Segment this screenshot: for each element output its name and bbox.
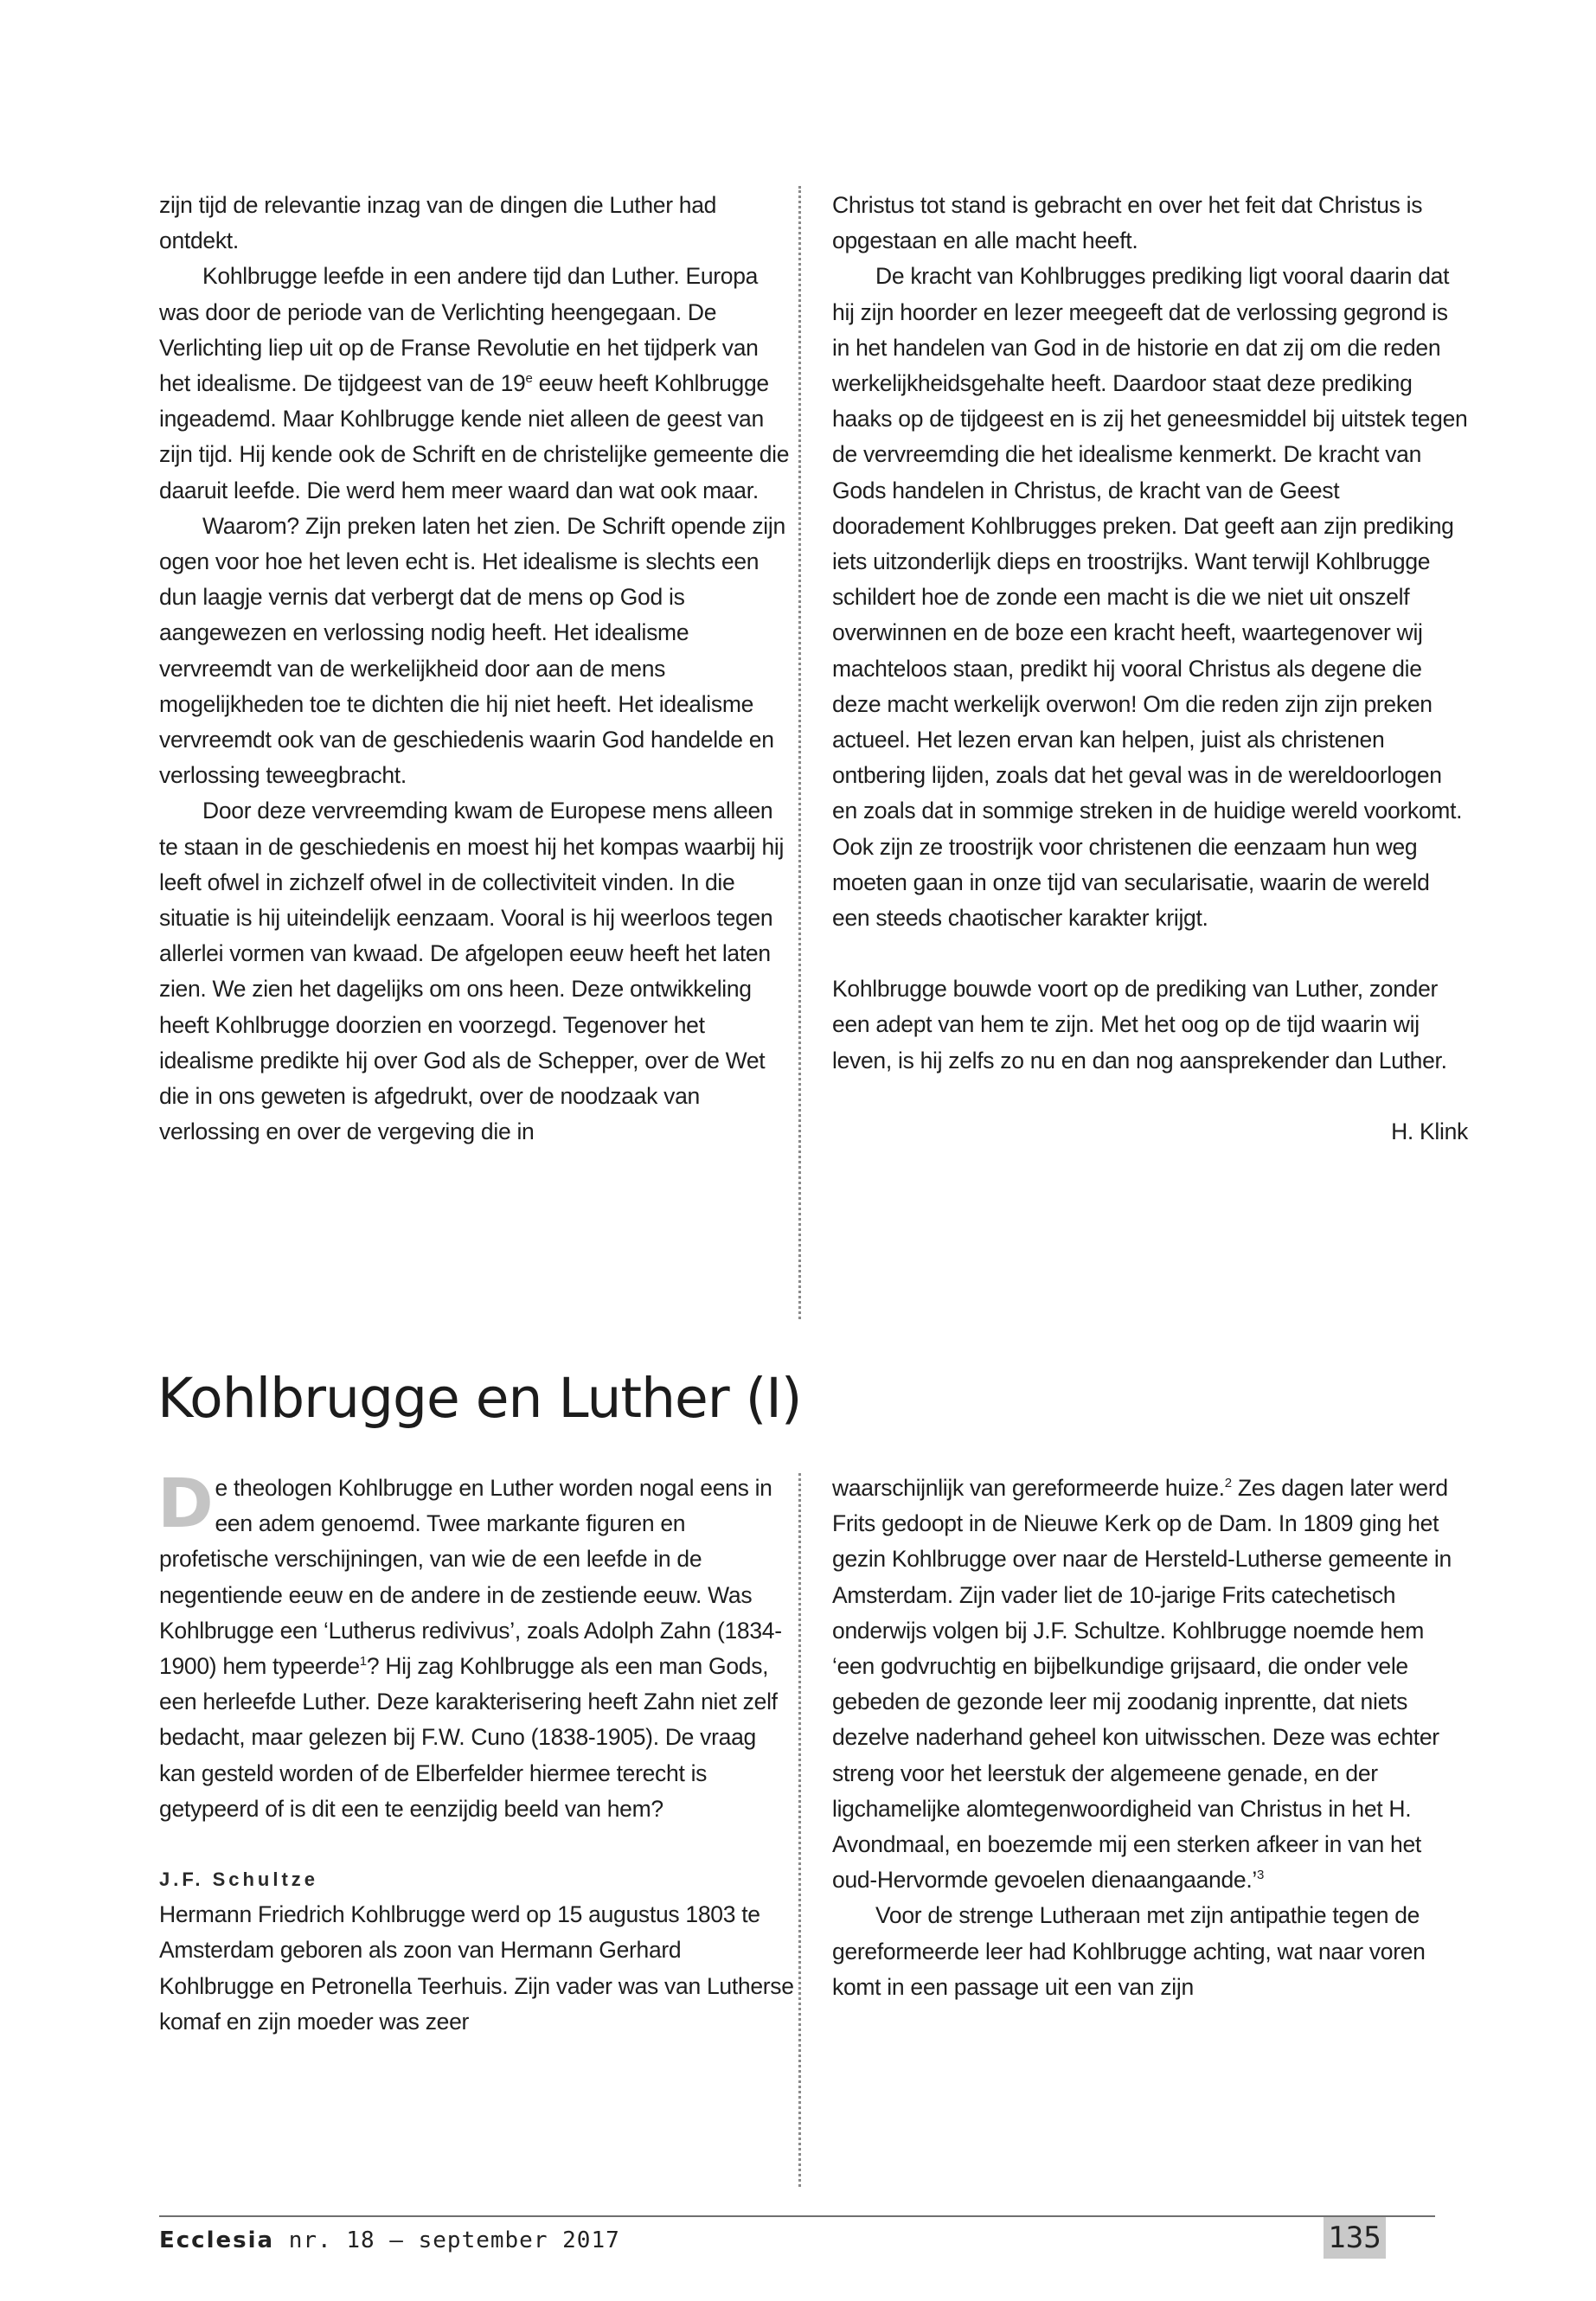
intro-paragraph: De theologen Kohlbrugge en Luther worden nogal eens in een adem genoemd. Twee markante figuren en profetische verschijningen, van wie de een leefde in de negentiende eeuw en de andere in de zestiende eeuw. Was Kohlbrugge een ‘Lutherus redivivus’, zoals Adolph Zahn (1834-1900) hem typeerde$^1$? Hij zag Kohlbrugge als een man Gods, een herleefde Luther. Deze karakterisering heeft Zahn niet zelf bedacht, maar gelezen bij F.W. Cuno (1838-1905). De vraag kan gesteld worden of de Elberfelder hiermee terecht is getypeerd of is dit een te eenzijdig beeld van hem? <box>157 1465 782 1822</box>
paragraph: Hermann Friedrich Kohlbrugge werd op 15 augustus 1803 te Amsterdam geboren als zoon van Hermann Gerhard Kohlbrugge en Petronella Teerhuis. Zijn vader was van Lutherse komaf en zijn moeder was zeer <box>159 1901 794 2035</box>
article-column-right <box>832 1471 1468 2005</box>
paragraph: Kohlbrugge bouwde voort op de prediking van Luther, zonder een adept van hem te zijn. Met het oog op de tijd waarin wij leven, is hij zelfs zo nu en dan nog aansprekender dan Luther. <box>832 976 1447 1074</box>
article-headline: Kohlbrugge en Luther (I) <box>157 1367 802 1430</box>
column-divider-top <box>798 186 801 1319</box>
paragraph: Waarom? Zijn preken laten het zien. De Schrift opende zijn ogen voor hoe het leven echt is. Het idealisme is slechts een dun laagje vernis dat verbergt dat de mens op God is aangewezen en verlossing nodig heeft. Het idealisme vervreemdt van de werkelijkheid door aan de mens mogelijkheden toe te dichten die hij niet heeft. Het idealisme vervreemdt ook van de geschiedenis waarin God handelde en verlossing teweegbracht. <box>159 512 785 789</box>
page-number: 135 <box>1324 2217 1386 2259</box>
superscript: e <box>525 371 533 387</box>
journal-name: Ecclesia <box>159 2227 275 2253</box>
footer-rule <box>159 2215 1435 2217</box>
paragraph: Voor de strenge Lutheraan met zijn antipathie tegen de gereformeerde leer had Kohlbrugge achting, wat naar voren komt in een passage uit een van zijn <box>832 1902 1426 2000</box>
paragraph: Christus tot stand is gebracht en over het feit dat Christus is opgestaan en alle macht heeft. <box>832 192 1423 254</box>
paragraph: De kracht van Kohlbrugges prediking ligt vooral daarin dat hij zijn hoorder en lezer meegeeft dat de verlossing gegrond is in het handelen van God in de historie en dat zij om die reden werkelijkheidsgehalte heeft. Daardoor staat deze prediking haaks op de tijdgeest en is zij het geneesmiddel bij uitstek tegen de vervreemding die het idealisme kenmerkt. De kracht van Gods handelen in Christus, de kracht van de Geest dooradement Kohlbrugges preken. Dat geeft aan zijn prediking iets uitzonderlijk dieps en troostrijks. Want terwijl Kohlbrugge schildert hoe de zonde een macht is die we niet uit onszelf overwinnen en de boze een kracht heeft, waartegenover wij machteloos staan, predikt hij vooral Christus als degene die deze macht werkelijk overwon! Om die reden zijn zijn preken actueel. Het lezen ervan kan helpen, juist als christenen ontbering lijden, zoals dat het geval was in de wereldoorlogen en zoals dat in sommige streken in de huidige wereld voorkomt. Ook zijn ze troostrijk voor christenen die eenzaam hun weg moeten gaan in onze tijd van secularisatie, waarin de wereld een steeds chaotischer karakter krijgt. <box>832 263 1468 932</box>
article-column-left <box>157 1465 795 2040</box>
paragraph: waarschijnlijk van gereformeerde huize.$^2$ Zes dagen later werd Frits gedoopt in de Nieuwe Kerk op de Dam. In 1809 ging het gezin Kohlbrugge over naar de Hersteld-Lutherse gemeente in Amsterdam. Zijn vader liet de 10-jarige Frits catechetisch onderwijs volgen bij J.F. Schultze. Kohlbrugge noemde hem ‘een godvruchtig en bijbelkundige grijsaard, die onder vele gebeden de gezonde leer mij zoodanig inprentte, dat niets dezelve naderhand geheel kon uitwisschen. Deze was echter streng voor het leerstuk der algemeene genade, en der ligchamelijke alomtegenwoordigheid van Christus in het H. Avondmaal, en boezemde mij een sterken afkeer in van het oud-Hervormde gevoelen dienaangaande.’$^3$ <box>832 1475 1452 1894</box>
footnote-ref: 3 <box>1257 1868 1265 1883</box>
section-subheading: J.F. Schultze <box>159 1868 319 1891</box>
paragraph: Kohlbrugge leefde in een andere tijd dan Luther. Europa was door de periode van de Verlichting heengegaan. De Verlichting liep uit op de Franse Revolutie en het tijdperk van het idealisme. De tijdgeest van de 19e eeuw heeft Kohlbrugge ingeademd. Maar Kohlbrugge kende niet alleen de geest van zijn tijd. Hij kende ook de Schrift en de christelijke gemeente die daaruit leefde. Die werd hem meer waard dan wat ook maar. <box>159 263 790 503</box>
footnote-ref: 1 <box>359 1654 367 1670</box>
footnote-ref: 2 <box>1224 1476 1232 1491</box>
paragraph: zijn tijd de relevantie inzag van de dingen die Luther had ontdekt. <box>159 192 717 254</box>
continued-column-right <box>832 188 1468 1150</box>
paragraph: Door deze vervreemding kwam de Europese mens alleen te staan in de geschiedenis en moest hij het kompas waarbij hij leeft ofwel in zichzelf ofwel in de collectiviteit vinden. In die situatie is hij uiteindelijk eenzaam. Vooral is hij weerloos tegen allerlei vormen van kwaad. De afgelopen eeuw heeft het laten zien. We zien het dagelijks om ons heen. Deze ontwikkeling heeft Kohlbrugge doorzien en voorzegd. Tegenover het idealisme predikte hij over God als de Schepper, over de Wet die in ons geweten is afgedrukt, over de noodzaak van verlossing en over de vergeving die in <box>159 798 785 1145</box>
drop-cap: D <box>157 1465 214 1543</box>
footer-journal-info <box>159 2227 620 2253</box>
issue-info: nr. 18 — september 2017 <box>274 2227 620 2253</box>
author-signature: H. Klink <box>1391 1118 1468 1144</box>
continued-column-left <box>159 188 795 1150</box>
column-divider-bottom <box>798 1473 801 2187</box>
